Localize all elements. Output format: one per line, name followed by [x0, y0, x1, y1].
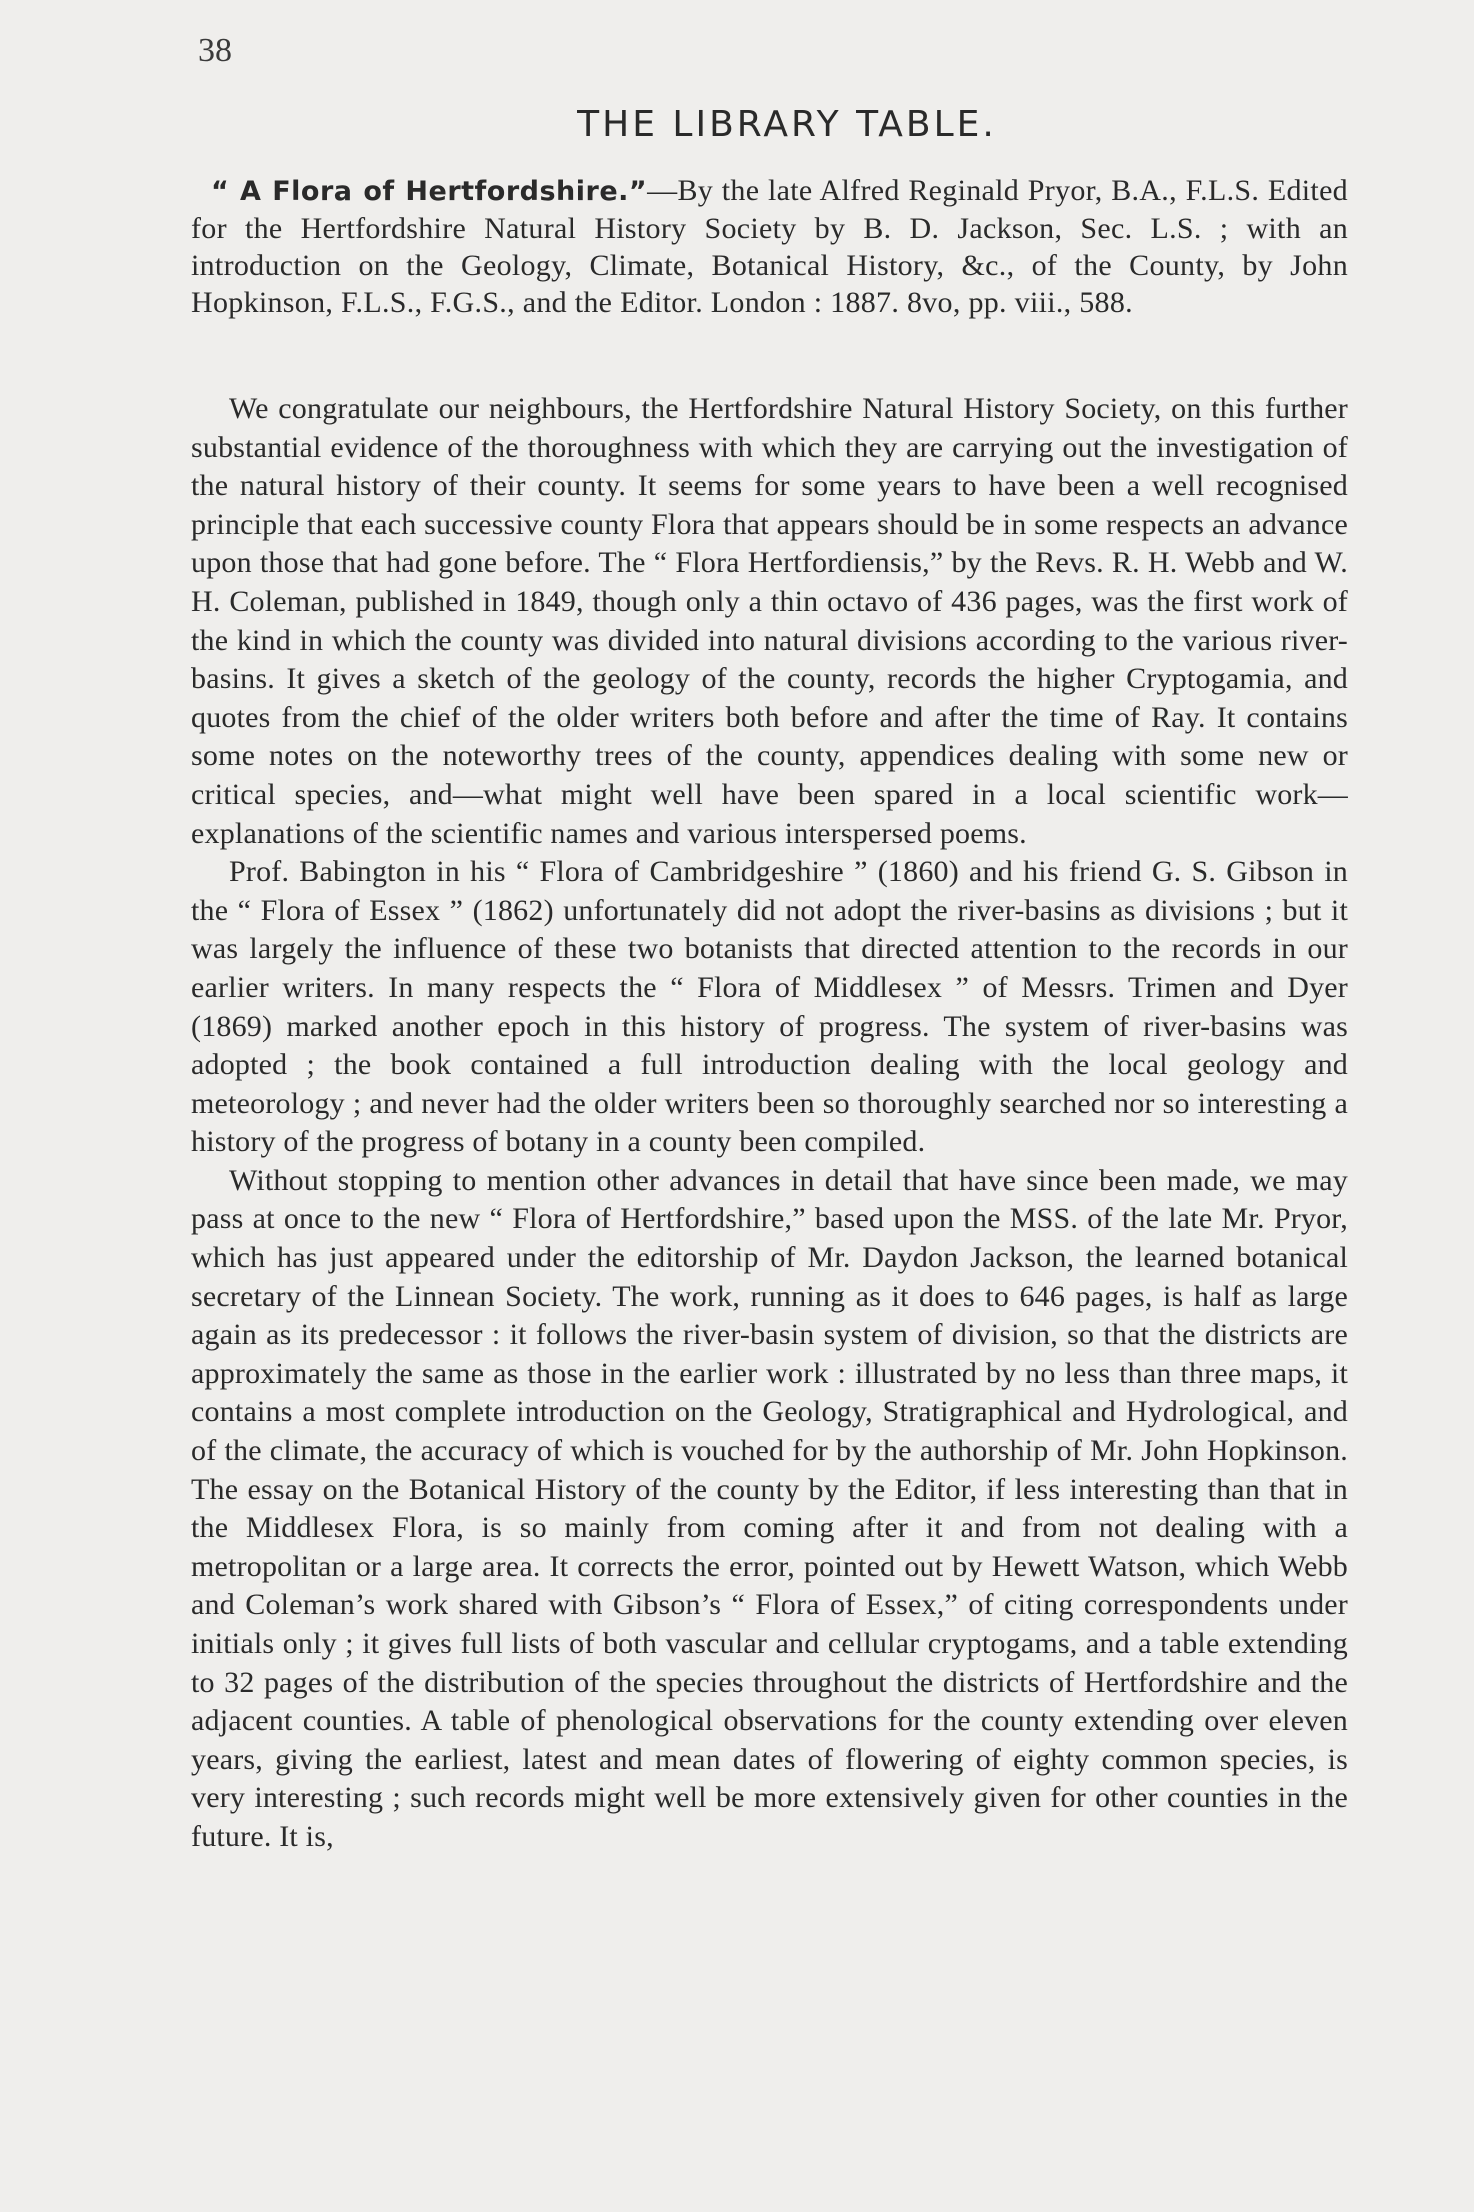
- book-title: “ A Flora of Hertfordshire.”: [211, 176, 648, 207]
- review-body: [191, 390, 1348, 1857]
- paragraph: Prof. Babington in his “ Flora of Cambridgeshire ” (1860) and his friend G. S. Gibson in the “ Flora of Essex ” (1862) unfortunately did not adopt the river-basins as divisions ; but it was largely the influence of these two botanists that directed attention to the records in our earlier writers. In many respects the “ Flora of Middlesex ” of Messrs. Trimen and Dyer (1869) marked another epoch in this history of progress. The system of river-basins was adopted ; the book contained a full introduction dealing with the local geology and meteorology ; and never had the older writers been so thoroughly searched nor so interesting a history of the progress of botany in a county been compiled.: [191, 855, 1348, 1159]
- section-title: THE LIBRARY TABLE.: [577, 104, 997, 145]
- paragraph: Without stopping to mention other advances in detail that have since been made, we may pass at once to the new “ Flora of Hertfordshire,” based upon the MSS. of the late Mr. Pryor, which has just appeared under the editorship of Mr. Daydon Jackson, the learned botanical secretary of the Linnean Society. The work, running as it does to 646 pages, is half as large again as its predecessor : it follows the river-basin system of division, so that the districts are approximately the same as those in the earlier work : illustrated by no less than three maps, it contains a most complete introduction on the Geology, Stratigraphical and Hydrological, and of the climate, the accuracy of which is vouched for by the authorship of Mr. John Hopkinson. The essay on the Botanical History of the county by the Editor, if less interesting than that in the Middlesex Flora, is so mainly from coming after it and from not dealing with a metropolitan or a large area. It corrects the error, pointed out by Hewett Watson, which Webb and Coleman’s work shared with Gibson’s “ Flora of Essex,” of citing correspondents under initials only ; it gives full lists of both vascular and cellular cryptogams, and a table extending to 32 pages of the distribution of the species throughout the districts of Hertfordshire and the adjacent counties. A table of phenological observations for the county extending over eleven years, giving the earliest, latest and mean dates of flowering of eighty common species, is very interesting ; such records might well be more extensively given for other counties in the future. It is,: [191, 1163, 1348, 1853]
- citation-details: —By the late Alfred Reginald Pryor, B.A., F.L.S. Edited for the Hertfordshire Natural History Society by B. D. Jackson, Sec. L.S. ; with an introduction on the Geology, Climate, Botanical History, &c., of the County, by John Hopkinson, F.L.S., F.G.S., and the Editor. London : 1887. 8vo, pp. viii., 588.: [191, 174, 1348, 319]
- paragraph: We congratulate our neighbours, the Hertfordshire Natural History Society, on this further substantial evidence of the thoroughness with which they are carrying out the investigation of the natural history of their county. It seems for some years to have been a well recognised principle that each successive county Flora that appears should be in some respects an advance upon those that had gone before. The “ Flora Hertfordiensis,” by the Revs. R. H. Webb and W. H. Coleman, published in 1849, though only a thin octavo of 436 pages, was the first work of the kind in which the county was divided into natural divisions according to the various river-basins. It gives a sketch of the geology of the county, records the higher Cryptogamia, and quotes from the chief of the older writers both before and after the time of Ray. It contains some notes on the noteworthy trees of the county, appendices dealing with some new or critical species, and—what might well have been spared in a local scientific work—explanations of the scientific names and various interspersed poems.: [191, 392, 1348, 850]
- review-citation: [191, 172, 1348, 321]
- page-number: 38: [198, 32, 232, 69]
